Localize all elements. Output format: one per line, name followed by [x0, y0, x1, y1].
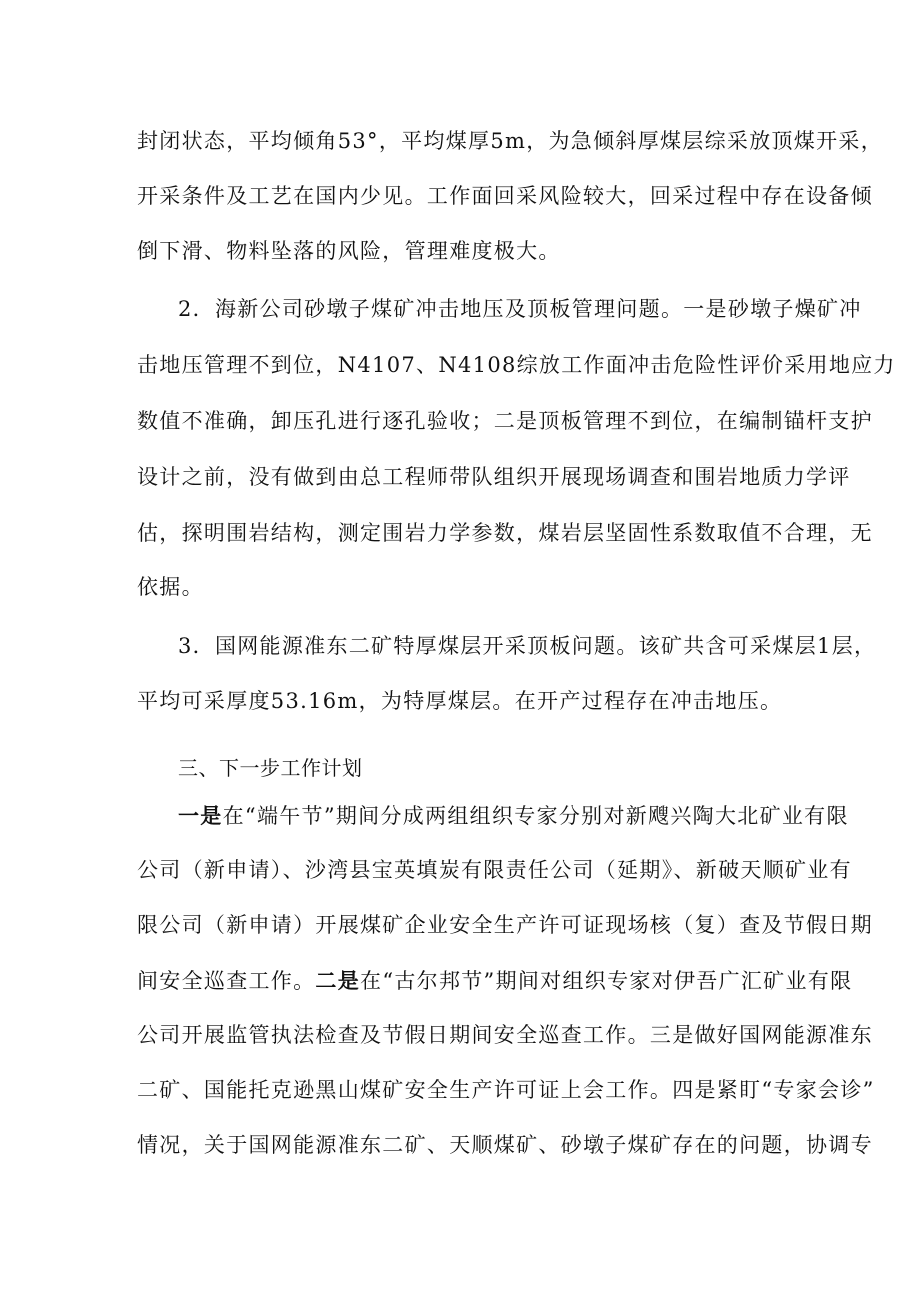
paragraph-3-line-2: 平均可采厚度53.16m，为特厚煤层。在开产过程存在冲击地压。 — [137, 689, 783, 713]
paragraph-4-line-1 — [178, 803, 849, 828]
paragraph-4-emphasis-1: 一是 — [178, 803, 223, 828]
paragraph-4-line-2: 公司（新申请）、沙湾县宝英填炭有限责任公司（延期》、新破天顺矿业有 — [137, 858, 852, 882]
paragraph-4-line-4 — [137, 968, 853, 993]
paragraph-4-line-1-text: 在“端午节”期间分成两组组织专家分别对新飕兴陶大北矿业有限 — [222, 804, 849, 828]
section-heading: 三、下一步工作计划 — [178, 756, 363, 780]
paragraph-2-line-2: 击地压管理不到位，N4107、N4108综放工作面冲击危险性评价采用地应力 — [137, 353, 896, 377]
paragraph-4-line-5: 公司开展监管执法检查及节假日期间安全巡查工作。三是做好国网能源准东 — [137, 1023, 873, 1047]
paragraph-1-line-1: 封闭状态，平均倾角53°，平均煤厚5m，为急倾斜厚煤层综采放顶煤开采， — [137, 129, 883, 153]
paragraph-1-line-2: 开采条件及工艺在国内少见。工作面回采风险较大，回采过程中存在设备倾 — [137, 184, 873, 208]
paragraph-4-line-4-post: 在“古尔邦节”期间对组织专家对伊吾广汇矿业有限 — [360, 969, 853, 993]
paragraph-3-line-1: 3．国网能源准东二矿特厚煤层开采顶板问题。该矿共含可采煤层1层， — [178, 634, 877, 658]
paragraph-4-line-6: 二矿、国能托克逊黑山煤矿安全生产许可证上会工作。四是紧盯“专家会诊” — [137, 1078, 875, 1102]
paragraph-2-line-3: 数值不准确，卸压孔进行逐孔验收；二是顶板管理不到位，在编制锚杆支护 — [137, 409, 873, 433]
paragraph-4-line-3: 限公司（新申请）开展煤矿企业安全生产许可证现场核（复）查及节假日期 — [137, 913, 873, 937]
paragraph-2-line-6: 依据。 — [137, 575, 204, 599]
paragraph-4-line-7: 情况，关于国网能源准东二矿、天顺煤矿、砂墩子煤矿存在的问题，协调专 — [137, 1133, 873, 1157]
paragraph-2-line-1: 2．海新公司砂墩子煤矿冲击地压及顶板管理问题。一是砂墩子燥矿冲 — [178, 297, 862, 321]
paragraph-1-line-3: 倒下滑、物料坠落的风险，管理难度极大。 — [137, 239, 561, 263]
paragraph-4-emphasis-2: 二是 — [315, 968, 361, 993]
paragraph-2-line-4: 设计之前，没有做到由总工程师带队组织开展现场调查和围岩地质力学评 — [137, 465, 851, 489]
paragraph-2-line-5: 估，探明围岩结构，测定围岩力学参数，煤岩层坚固性系数取值不合理，无 — [137, 521, 873, 545]
paragraph-4-line-4-pre: 间安全巡查工作。 — [137, 969, 316, 993]
